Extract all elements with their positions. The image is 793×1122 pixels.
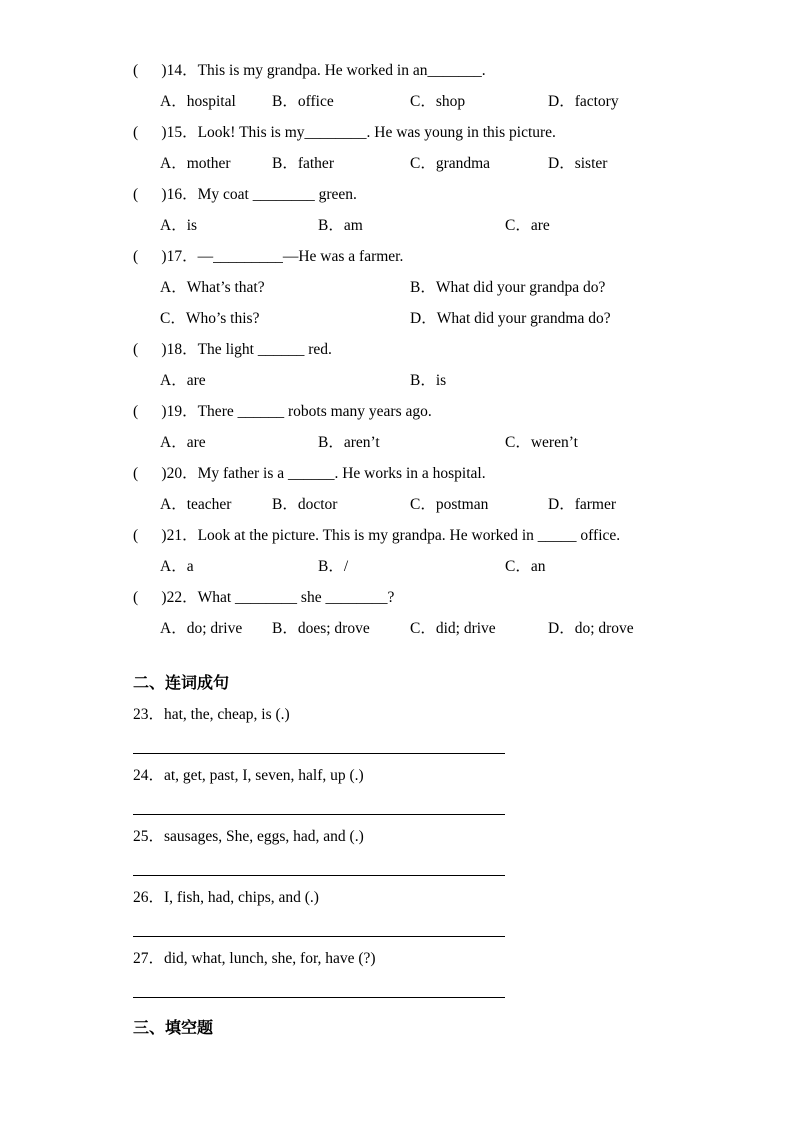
question-line — [133, 241, 738, 272]
question-20 — [133, 458, 738, 520]
section-fill-header: 三、填空题 — [133, 1020, 214, 1037]
question-16 — [133, 179, 738, 241]
answer-line — [133, 974, 505, 998]
rearrange-item-23 — [133, 699, 738, 754]
question-text: Look! This is my________. He was young in this picture. — [197, 124, 556, 141]
question-text: What ________ she ________? — [197, 589, 395, 606]
options-row — [133, 489, 738, 520]
option-B: B．does; drove — [272, 620, 370, 637]
section-rearrange-header: 二、连词成句 — [133, 675, 230, 692]
option-B: B．father — [272, 155, 334, 172]
option-D: D．sister — [548, 155, 608, 172]
option-C: C．Who’s this? — [160, 310, 260, 327]
question-21 — [133, 520, 738, 582]
option-A: A．teacher — [160, 496, 232, 513]
question-line — [133, 179, 738, 210]
option-B: B．What did your grandpa do? — [410, 279, 606, 296]
question-number: 19． — [166, 403, 198, 420]
answer-paren-blank: ( ) — [133, 341, 167, 358]
options-row — [133, 272, 738, 303]
options-row — [133, 551, 738, 582]
question-text: There ______ robots many years ago. — [197, 403, 432, 420]
options-row — [133, 427, 738, 458]
option-A: A．are — [160, 434, 206, 451]
rearrange-items — [133, 699, 738, 998]
options-row — [133, 148, 738, 179]
question-number: 17． — [166, 248, 198, 265]
option-D: D．farmer — [548, 496, 616, 513]
rearrange-item-text: 23．hat, the, cheap, is (.) — [133, 706, 290, 723]
option-B: B．/ — [318, 558, 349, 575]
question-22 — [133, 582, 738, 644]
question-line — [133, 582, 738, 613]
options-row — [133, 86, 738, 117]
options-row — [133, 210, 738, 241]
option-A: A．are — [160, 372, 206, 389]
options-row — [133, 613, 738, 644]
option-D: D．do; drove — [548, 620, 634, 637]
answer-paren-blank: ( ) — [133, 403, 167, 420]
option-B: B．office — [272, 93, 334, 110]
question-number: 18． — [166, 341, 198, 358]
question-19 — [133, 396, 738, 458]
rearrange-item-24 — [133, 760, 738, 815]
question-number: 16． — [166, 186, 198, 203]
answer-paren-blank: ( ) — [133, 62, 167, 79]
question-text: My coat ________ green. — [197, 186, 357, 203]
question-14 — [133, 55, 738, 117]
question-line — [133, 334, 738, 365]
option-D: D．factory — [548, 93, 619, 110]
answer-line — [133, 730, 505, 754]
question-line — [133, 117, 738, 148]
answer-line — [133, 791, 505, 815]
option-A: A．hospital — [160, 93, 236, 110]
question-18 — [133, 334, 738, 396]
question-line — [133, 520, 738, 551]
question-number: 20． — [166, 465, 198, 482]
option-A: A．mother — [160, 155, 231, 172]
answer-paren-blank: ( ) — [133, 248, 167, 265]
question-17 — [133, 241, 738, 334]
option-C: C．an — [505, 558, 546, 575]
answer-line — [133, 852, 505, 876]
option-C: C．are — [505, 217, 550, 234]
option-A: A．is — [160, 217, 198, 234]
rearrange-item-text: 27．did, what, lunch, she, for, have (?) — [133, 950, 376, 967]
question-line — [133, 396, 738, 427]
answer-paren-blank: ( ) — [133, 465, 167, 482]
question-number: 21． — [166, 527, 198, 544]
rearrange-item-26 — [133, 882, 738, 937]
answer-line — [133, 913, 505, 937]
option-C: C．shop — [410, 93, 466, 110]
answer-paren-blank: ( ) — [133, 527, 167, 544]
rearrange-item-text: 24．at, get, past, I, seven, half, up (.) — [133, 767, 364, 784]
option-C: C．postman — [410, 496, 489, 513]
rearrange-item-text: 26．I, fish, had, chips, and (.) — [133, 889, 319, 906]
question-number: 22． — [166, 589, 198, 606]
question-text: The light ______ red. — [197, 341, 332, 358]
rearrange-item-25 — [133, 821, 738, 876]
question-text: —_________—He was a farmer. — [197, 248, 404, 265]
rearrange-item-27 — [133, 943, 738, 998]
multiple-choice-section — [133, 55, 738, 644]
question-15 — [133, 117, 738, 179]
option-B: B．am — [318, 217, 363, 234]
option-B: B．aren’t — [318, 434, 380, 451]
option-C: C．grandma — [410, 155, 491, 172]
question-line — [133, 55, 738, 86]
rearrange-item-text: 25．sausages, She, eggs, had, and (.) — [133, 828, 364, 845]
answer-paren-blank: ( ) — [133, 124, 167, 141]
option-A: A．do; drive — [160, 620, 243, 637]
question-text: This is my grandpa. He worked in an_______. — [197, 62, 486, 79]
question-number: 14． — [166, 62, 198, 79]
option-C: C．did; drive — [410, 620, 496, 637]
answer-paren-blank: ( ) — [133, 589, 167, 606]
question-text: My father is a ______. He works in a hospital. — [197, 465, 486, 482]
option-A: A．a — [160, 558, 194, 575]
question-line — [133, 458, 738, 489]
options-row — [133, 303, 738, 334]
answer-paren-blank: ( ) — [133, 186, 167, 203]
option-C: C．weren’t — [505, 434, 578, 451]
option-B: B．doctor — [272, 496, 338, 513]
options-row — [133, 365, 738, 396]
question-number: 15． — [166, 124, 198, 141]
option-B: B．is — [410, 372, 447, 389]
question-text: Look at the picture. This is my grandpa. He worked in _____ office. — [197, 527, 621, 544]
option-D: D．What did your grandma do? — [410, 310, 611, 327]
option-A: A．What’s that? — [160, 279, 265, 296]
